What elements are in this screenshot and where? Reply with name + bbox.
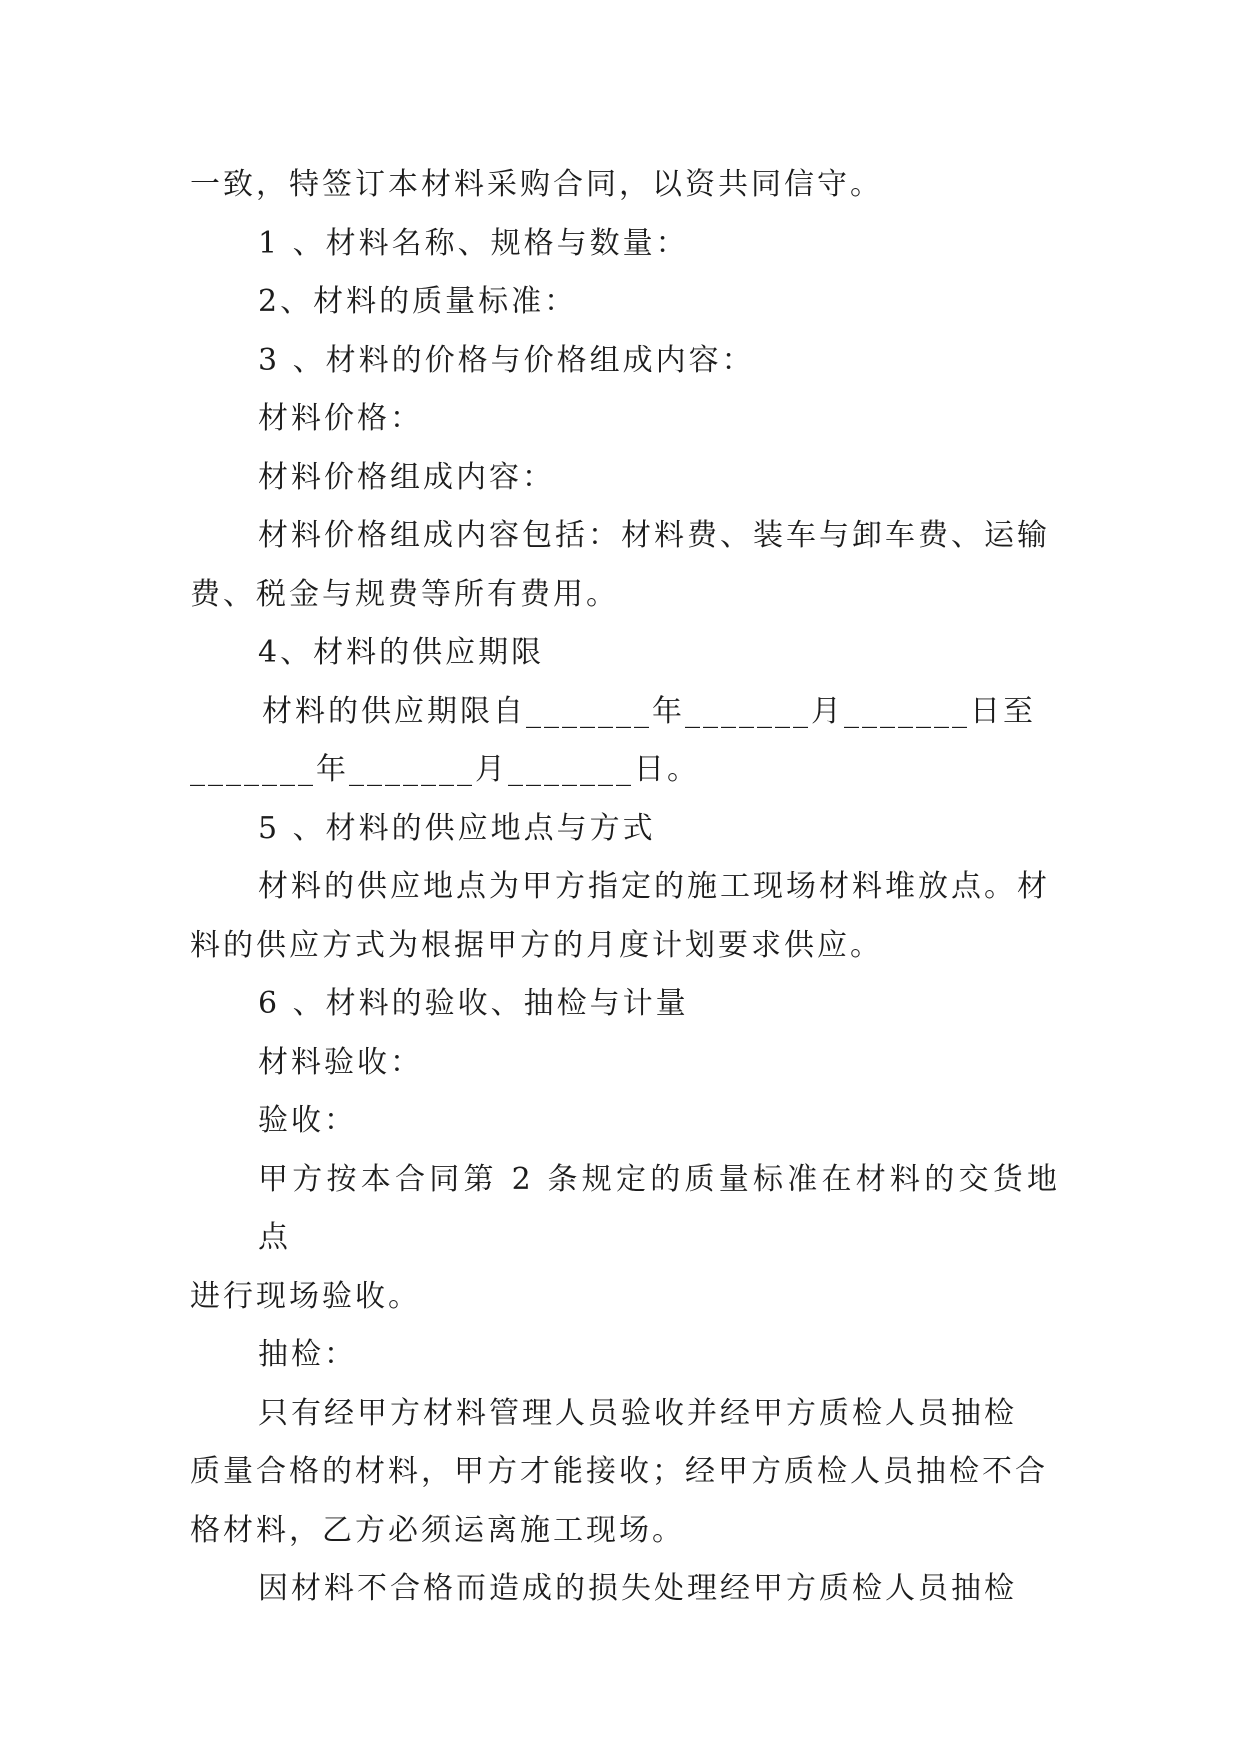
paragraph-line: 材料的供应地点为甲方指定的施工现场材料堆放点。材 xyxy=(258,869,1050,904)
paragraph-line: 甲方按本合同第 2 条规定的质量标准在材料的交货地点 xyxy=(258,1161,1060,1255)
paragraph-line: 材料价格： xyxy=(258,401,423,436)
paragraph-line: 质量合格的材料，甲方才能接收；经甲方质检人员抽检不合 xyxy=(190,1454,1048,1489)
section-heading-3: 3 、材料的价格与价格组成内容： xyxy=(258,342,755,378)
section-heading-4: 4、材料的供应期限 xyxy=(258,635,545,670)
paragraph-line: 材料价格组成内容包括：材料费、装车与卸车费、运输 xyxy=(258,518,1050,553)
document-body xyxy=(190,156,1060,1619)
paragraph-line: 一致，特签订本材料采购合同，以资共同信守。 xyxy=(190,167,883,202)
paragraph-line: 格材料，乙方必须运离施工现场。 xyxy=(190,1512,685,1548)
supply-period-line: 材料的供应期限自_______年_______月_______日至 xyxy=(262,693,1036,729)
paragraph-line: 因材料不合格而造成的损失处理经甲方质检人员抽检 xyxy=(258,1571,1017,1606)
section-heading-1: 1 、材料名称、规格与数量： xyxy=(258,225,689,261)
paragraph-line: 费、税金与规费等所有费用。 xyxy=(190,576,619,612)
supply-period-line: _______年_______月_______日。 xyxy=(190,752,700,787)
paragraph-line: 材料价格组成内容： xyxy=(258,459,555,495)
paragraph-line: 材料验收： xyxy=(258,1044,423,1080)
paragraph-line: 料的供应方式为根据甲方的月度计划要求供应。 xyxy=(190,927,883,963)
paragraph-line: 进行现场验收。 xyxy=(190,1278,421,1314)
paragraph-line: 抽检： xyxy=(258,1337,357,1372)
section-heading-5: 5 、材料的供应地点与方式 xyxy=(258,810,656,846)
paragraph-line: 只有经甲方材料管理人员验收并经甲方质检人员抽检 xyxy=(258,1395,1017,1431)
section-heading-2: 2、材料的质量标准： xyxy=(258,284,578,319)
paragraph-line: 验收： xyxy=(258,1103,357,1138)
section-heading-6: 6 、材料的验收、抽检与计量 xyxy=(258,986,689,1021)
